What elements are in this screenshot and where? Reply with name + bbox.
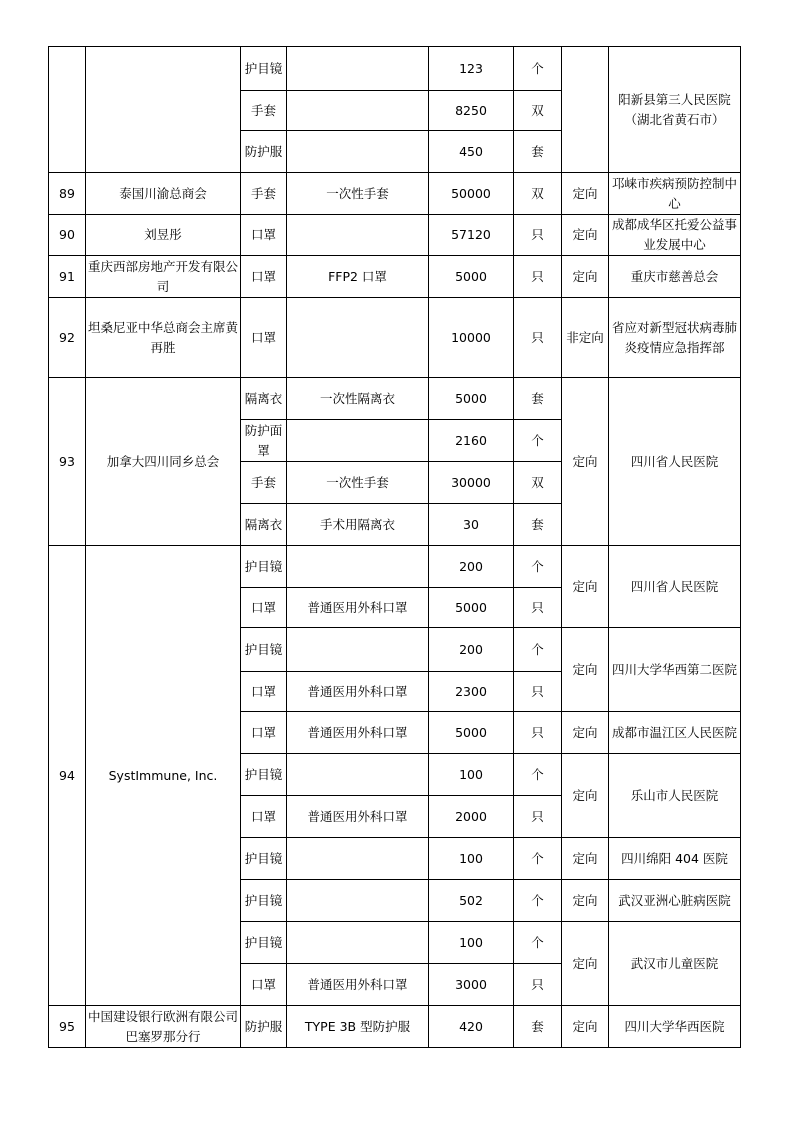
cell-type [562,712,609,754]
cell-type-text: 定向 [572,185,598,201]
cell-donor [86,546,241,1006]
cell-unit-text: 个 [531,432,544,448]
cell-unit [514,215,562,256]
cell-item [241,546,287,588]
cell-spec-text: 一次性隔离衣 [319,390,395,406]
cell-item-text: 护目镜 [244,766,283,782]
cell-no-text: 95 [59,1018,75,1034]
cell-spec-text: 普通医用外科口罩 [307,683,408,699]
cell-no [49,256,86,298]
table-row [49,173,741,215]
cell-spec-text: 普通医用外科口罩 [307,599,408,615]
cell-donor-text: 加拿大四川同乡总会 [106,453,220,469]
cell-qty [429,964,514,1006]
cell-spec [287,1006,429,1048]
cell-spec [287,628,429,672]
table-row [49,215,741,256]
cell-item [241,754,287,796]
cell-qty [429,420,514,462]
cell-qty-text: 30000 [451,474,491,490]
cell-item-text: 防护面罩 [244,422,283,458]
cell-qty-text: 450 [459,143,483,159]
cell-unit-text: 只 [531,329,544,345]
cell-unit-text: 个 [531,641,544,657]
cell-qty [429,378,514,420]
cell-qty [429,628,514,672]
cell-type-text: 定向 [572,578,598,594]
cell-item-text: 护目镜 [244,558,283,574]
cell-spec-text: 普通医用外科口罩 [307,976,408,992]
cell-spec [287,546,429,588]
cell-qty-text: 57120 [451,227,491,242]
cell-qty [429,504,514,546]
cell-unit-text: 只 [531,808,544,824]
cell-unit-text: 只 [531,227,544,242]
cell-item-text: 口罩 [250,329,276,345]
cell-item-text: 防护服 [244,1018,283,1034]
cell-unit [514,964,562,1006]
cell-qty [429,588,514,628]
cell-unit-text: 个 [531,892,544,908]
cell-item-text: 口罩 [250,976,276,992]
cell-donor [86,1006,241,1048]
cell-qty-text: 5000 [455,599,487,615]
cell-item [241,964,287,1006]
cell-item [241,131,287,173]
cell-item-text: 护目镜 [244,934,283,950]
cell-type-text: 定向 [572,892,598,908]
cell-spec [287,880,429,922]
cell-qty-text: 420 [459,1018,483,1034]
table-row [49,378,741,420]
cell-unit [514,378,562,420]
cell-item-text: 隔离衣 [244,390,283,406]
cell-recipient-text: 四川大学华西第二医院 [611,661,737,677]
cell-no-text: 90 [59,227,75,242]
cell-donor [86,215,241,256]
cell-item-text: 护目镜 [244,892,283,908]
cell-qty-text: 3000 [455,976,487,992]
cell-item [241,796,287,838]
cell-spec [287,298,429,378]
cell-item [241,880,287,922]
cell-qty [429,462,514,504]
cell-no-text: 92 [59,329,75,345]
cell-item [241,420,287,462]
cell-spec [287,922,429,964]
cell-item [241,378,287,420]
cell-type-text: 非定向 [566,329,604,345]
cell-unit [514,628,562,672]
cell-unit [514,588,562,628]
cell-qty [429,712,514,754]
cell-type-text: 定向 [572,955,598,971]
cell-recipient-text: 武汉市儿童医院 [630,955,719,971]
cell-spec-text: 普通医用外科口罩 [307,724,408,740]
cell-spec [287,131,429,173]
cell-unit-text: 只 [531,268,544,284]
cell-qty-text: 200 [459,558,483,574]
cell-unit-text: 套 [531,143,544,159]
cell-unit-text: 个 [531,934,544,950]
cell-item-text: 口罩 [250,683,276,699]
cell-item-text: 口罩 [250,808,276,824]
cell-qty [429,880,514,922]
cell-item-text: 手套 [250,474,276,490]
cell-recipient-text: 武汉亚洲心脏病医院 [618,892,731,908]
cell-type [562,922,609,1006]
cell-item [241,91,287,131]
cell-type [562,256,609,298]
cell-recipient-text: 成都市温江区人民医院 [611,724,737,740]
cell-unit [514,672,562,712]
cell-recipient-text: 乐山市人民医院 [630,787,719,803]
cell-type [562,838,609,880]
cell-spec [287,712,429,754]
cell-recipient [609,173,741,215]
cell-spec [287,47,429,91]
cell-item-text: 防护服 [244,143,283,159]
cell-unit [514,256,562,298]
cell-qty-text: 123 [459,60,483,76]
cell-type-text: 定向 [572,227,598,242]
cell-type-text: 定向 [572,1018,598,1034]
cell-item [241,215,287,256]
cell-qty [429,298,514,378]
cell-qty-text: 100 [459,850,483,866]
cell-no-text: 89 [59,185,75,201]
cell-recipient [609,378,741,546]
cell-unit [514,462,562,504]
cell-donor [86,256,241,298]
cell-item [241,628,287,672]
cell-unit-text: 只 [531,724,544,740]
cell-spec [287,420,429,462]
cell-unit-text: 套 [531,1018,544,1034]
cell-item [241,838,287,880]
cell-recipient-text: 重庆市慈善总会 [630,268,719,284]
cell-spec-text: 一次性手套 [326,185,389,201]
cell-qty [429,256,514,298]
cell-unit-text: 个 [531,60,544,76]
cell-recipient [609,47,741,173]
cell-recipient [609,546,741,628]
cell-item-text: 隔离衣 [244,516,283,532]
cell-spec [287,256,429,298]
cell-donor-text: 刘昱彤 [144,227,182,242]
cell-item [241,298,287,378]
cell-unit [514,796,562,838]
table-row [49,1006,741,1048]
cell-recipient-text: 省应对新型冠状病毒肺炎疫情应急指挥部 [611,319,737,355]
cell-qty-text: 100 [459,766,483,782]
cell-donor-text: 泰国川渝总商会 [119,185,207,201]
cell-qty [429,546,514,588]
cell-recipient [609,754,741,838]
cell-qty-text: 2000 [455,808,487,824]
cell-qty [429,47,514,91]
cell-qty [429,754,514,796]
cell-item-text: 护目镜 [244,641,283,657]
cell-qty-text: 502 [459,892,483,908]
cell-type [562,378,609,546]
cell-no [49,1006,86,1048]
cell-spec [287,462,429,504]
cell-recipient-text: 四川大学华西医院 [624,1018,725,1034]
cell-qty [429,672,514,712]
cell-unit [514,298,562,378]
cell-unit-text: 双 [531,102,544,118]
cell-no [49,378,86,546]
cell-item [241,504,287,546]
cell-qty [429,796,514,838]
cell-type [562,754,609,838]
cell-item [241,1006,287,1048]
cell-qty [429,1006,514,1048]
cell-unit-text: 个 [531,766,544,782]
cell-unit-text: 个 [531,850,544,866]
cell-qty [429,173,514,215]
cell-type [562,1006,609,1048]
table-row [49,298,741,378]
cell-spec [287,378,429,420]
cell-qty-text: 8250 [455,102,487,118]
cell-unit [514,131,562,173]
cell-qty [429,838,514,880]
cell-donor-text: SystImmune, Inc. [108,767,218,783]
cell-unit-text: 只 [531,976,544,992]
cell-recipient [609,298,741,378]
cell-donor-text: 中国建设银行欧洲有限公司巴塞罗那分行 [87,1008,238,1044]
cell-type-text: 定向 [572,268,598,284]
cell-unit-text: 双 [531,185,544,201]
cell-unit [514,712,562,754]
cell-spec [287,91,429,131]
cell-item-text: 口罩 [250,227,276,242]
cell-recipient-text: 四川省人民医院 [630,578,719,594]
cell-recipient [609,256,741,298]
cell-type-text: 定向 [572,453,598,469]
cell-no [49,47,86,173]
cell-recipient [609,628,741,712]
cell-item-text: 护目镜 [244,850,283,866]
cell-item [241,588,287,628]
cell-donor [86,173,241,215]
cell-spec [287,838,429,880]
cell-qty-text: 5000 [455,724,487,740]
cell-type [562,880,609,922]
cell-unit-text: 只 [531,599,544,615]
cell-unit [514,754,562,796]
cell-item-text: 手套 [250,102,276,118]
cell-qty [429,91,514,131]
cell-item-text: 护目镜 [244,60,283,76]
cell-type [562,215,609,256]
cell-item [241,462,287,504]
cell-spec-text: TYPE 3B 型防护服 [304,1018,411,1034]
cell-recipient [609,922,741,1006]
cell-type-text: 定向 [572,661,598,677]
cell-item-text: 手套 [250,185,276,201]
cell-qty-text: 2160 [455,432,487,448]
cell-unit [514,838,562,880]
cell-unit [514,173,562,215]
cell-no-text: 94 [59,767,75,783]
table-row [49,546,741,588]
cell-type-text: 定向 [572,787,598,803]
cell-unit [514,420,562,462]
cell-recipient [609,838,741,880]
cell-unit-text: 个 [531,558,544,574]
cell-item [241,922,287,964]
cell-qty [429,922,514,964]
cell-unit [514,91,562,131]
cell-qty-text: 10000 [451,329,491,345]
cell-recipient [609,712,741,754]
cell-spec [287,588,429,628]
cell-donor [86,47,241,173]
cell-item-text: 口罩 [250,599,276,615]
cell-item [241,47,287,91]
cell-no [49,173,86,215]
cell-spec [287,173,429,215]
cell-recipient-text: 邛崃市疾病预防控制中心 [611,175,737,211]
cell-item [241,173,287,215]
cell-item-text: 口罩 [250,268,276,284]
cell-recipient-text: 阳新县第三人民医院（湖北省黄石市） [618,91,731,127]
cell-qty-text: 100 [459,934,483,950]
cell-qty [429,131,514,173]
cell-recipient [609,1006,741,1048]
cell-no [49,546,86,1006]
cell-unit [514,922,562,964]
cell-type [562,173,609,215]
cell-spec [287,672,429,712]
cell-spec [287,796,429,838]
cell-no-text: 93 [59,453,75,469]
cell-qty [429,215,514,256]
cell-donor [86,378,241,546]
cell-unit [514,1006,562,1048]
table-row [49,256,741,298]
cell-item [241,256,287,298]
cell-recipient-text: 四川省人民医院 [630,453,719,469]
cell-no [49,215,86,256]
cell-donor [86,298,241,378]
cell-donor-text: 坦桑尼亚中华总商会主席黄再胜 [87,319,238,355]
cell-recipient-text: 成都成华区托爱公益事业发展中心 [611,217,737,252]
cell-recipient [609,880,741,922]
cell-spec [287,964,429,1006]
cell-unit [514,47,562,91]
cell-spec [287,504,429,546]
cell-unit [514,546,562,588]
cell-qty-text: 2300 [455,683,487,699]
cell-no [49,298,86,378]
cell-item [241,712,287,754]
cell-type-text: 定向 [572,724,598,740]
cell-spec-text: 一次性手套 [326,474,389,490]
cell-unit [514,504,562,546]
cell-no-text: 91 [59,268,75,284]
cell-spec [287,754,429,796]
cell-recipient [609,215,741,256]
cell-spec [287,215,429,256]
cell-spec-text: 普通医用外科口罩 [307,808,408,824]
cell-unit-text: 双 [531,474,544,490]
cell-type [562,546,609,628]
cell-spec-text: 手术用隔离衣 [319,516,395,532]
cell-unit-text: 只 [531,683,544,699]
cell-qty-text: 5000 [455,390,487,406]
cell-type [562,628,609,712]
cell-qty-text: 5000 [455,268,487,284]
cell-unit [514,880,562,922]
cell-qty-text: 50000 [451,185,491,201]
cell-qty-text: 30 [463,516,479,532]
cell-item [241,672,287,712]
cell-type [562,298,609,378]
cell-recipient-text: 四川绵阳 404 医院 [621,850,728,866]
donation-table [48,46,741,1048]
cell-unit-text: 套 [531,390,544,406]
cell-unit-text: 套 [531,516,544,532]
table-row [49,47,741,91]
cell-item-text: 口罩 [250,724,276,740]
cell-spec-text: FFP2 口罩 [328,268,387,284]
cell-donor-text: 重庆西部房地产开发有限公司 [87,258,238,294]
cell-type [562,47,609,173]
cell-qty-text: 200 [459,641,483,657]
cell-type-text: 定向 [572,850,598,866]
